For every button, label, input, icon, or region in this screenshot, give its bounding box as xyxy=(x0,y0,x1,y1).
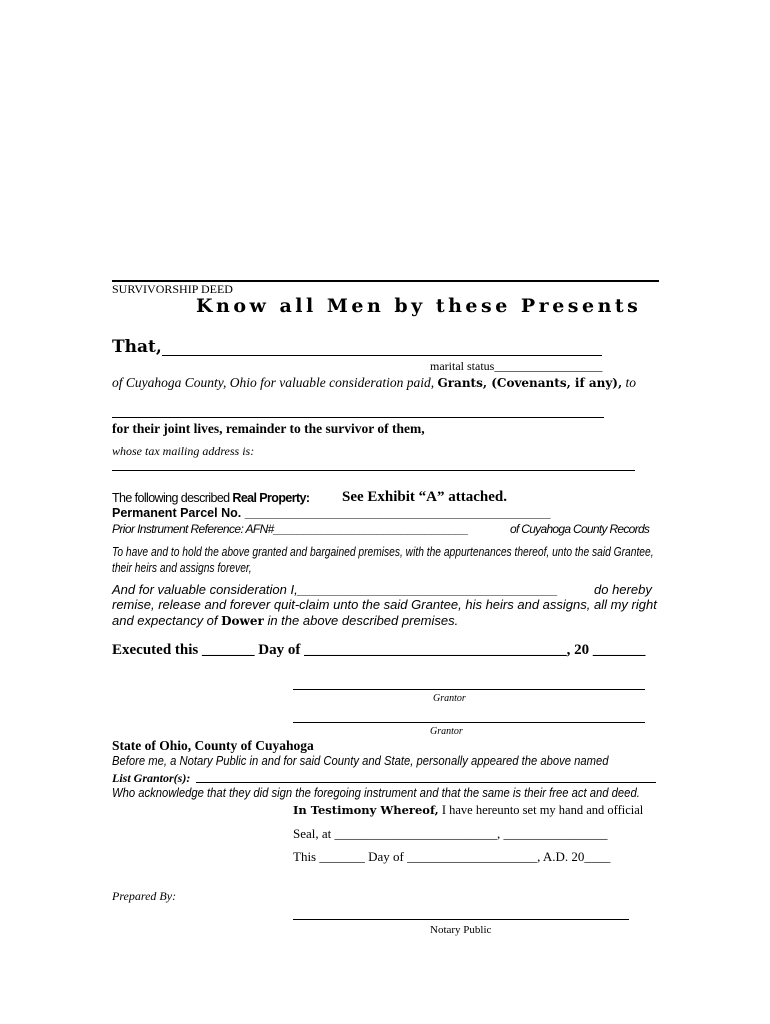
real-property-label: Real Property: xyxy=(232,491,310,505)
grantor-signature-line-2 xyxy=(293,722,645,723)
described-label: The following described xyxy=(112,491,233,505)
dower-label: Dower xyxy=(221,614,264,628)
joint-lives: for their joint lives, remainder to the survivor of them, xyxy=(112,421,425,436)
notary-signature-line xyxy=(293,919,629,920)
county-records: of Cuyahoga County Records xyxy=(510,522,650,536)
tax-address-line xyxy=(112,470,635,471)
exhibit-label: See Exhibit “A” attached. xyxy=(342,489,507,505)
state-county-line: State of Ohio, County of Cuyahoga xyxy=(112,738,314,753)
testimony-line xyxy=(293,803,643,818)
acknowledge-line xyxy=(112,786,698,800)
habendum-text-1: To have and to hold the above granted and bargained premises, with the appurtenances thereof, unto the said Grantee, xyxy=(112,545,654,559)
consideration-line-2: remise, release and forever quit-claim unto the said Grantee, his heirs and assigns, all my right xyxy=(112,597,657,612)
executed-line: Executed this _______ Day of ___________________________________, 20 _______ xyxy=(112,642,646,658)
grantor-signature-line-1 xyxy=(293,689,645,690)
tax-address-label: whose tax mailing address is: xyxy=(112,444,255,458)
before-me-line xyxy=(112,754,664,768)
consideration-line-1a: And for valuable consideration I,____________________________________ xyxy=(112,582,559,597)
list-grantors-line xyxy=(196,782,656,783)
acknowledge-text: Who acknowledge that they did sign the foregoing instrument and that the same is their free act and deed. xyxy=(112,786,640,800)
testimony-text: I have hereunto set my hand and official xyxy=(438,803,644,817)
prepared-by: Prepared By: xyxy=(112,889,177,903)
grantor-label-2: Grantor xyxy=(430,726,463,737)
habendum-text-2: their heirs and assigns forever, xyxy=(112,561,252,575)
county-text-after: to xyxy=(622,375,637,390)
consideration-line-1b: do hereby xyxy=(594,582,652,597)
page-title: Know all Men by these Presents xyxy=(196,295,642,317)
described-property-line xyxy=(112,491,309,505)
list-grantors-label: List Grantor(s): xyxy=(112,771,191,785)
seal-line: Seal, at _________________________, ________________ xyxy=(293,826,608,841)
premises-text: in the above described premises. xyxy=(263,613,459,628)
parcel-number: Permanent Parcel No. ____________________________________________ xyxy=(112,506,551,520)
prior-instrument-ref: Prior Instrument Reference: AFN#________________________________ xyxy=(112,522,469,536)
testimony-label: In Testimony Whereof, xyxy=(293,803,439,817)
this-day-line: This _______ Day of ____________________, A.D. 20____ xyxy=(293,849,611,864)
grantee-name-line xyxy=(112,417,604,418)
expectancy-text: and expectancy of xyxy=(112,613,222,628)
consideration-line-3 xyxy=(112,613,458,628)
before-me-text: Before me, a Notary Public in and for said County and State, personally appeared the above named xyxy=(112,754,609,768)
marital-status: marital status__________________ xyxy=(430,359,603,373)
grantor-label-1: Grantor xyxy=(433,693,466,704)
notary-public-label: Notary Public xyxy=(430,924,492,936)
habendum-line-2 xyxy=(112,561,282,575)
habendum-line-1 xyxy=(112,545,770,559)
grants-label: Grants, (Covenants, if any), xyxy=(437,376,623,390)
grantor-name-line xyxy=(162,355,602,356)
county-consideration-line xyxy=(112,375,636,391)
doc-type: SURVIVORSHIP DEED xyxy=(112,282,233,296)
county-text-before: of Cuyahoga County, Ohio for valuable consideration paid, xyxy=(112,375,438,390)
that-label: That, xyxy=(112,337,162,357)
